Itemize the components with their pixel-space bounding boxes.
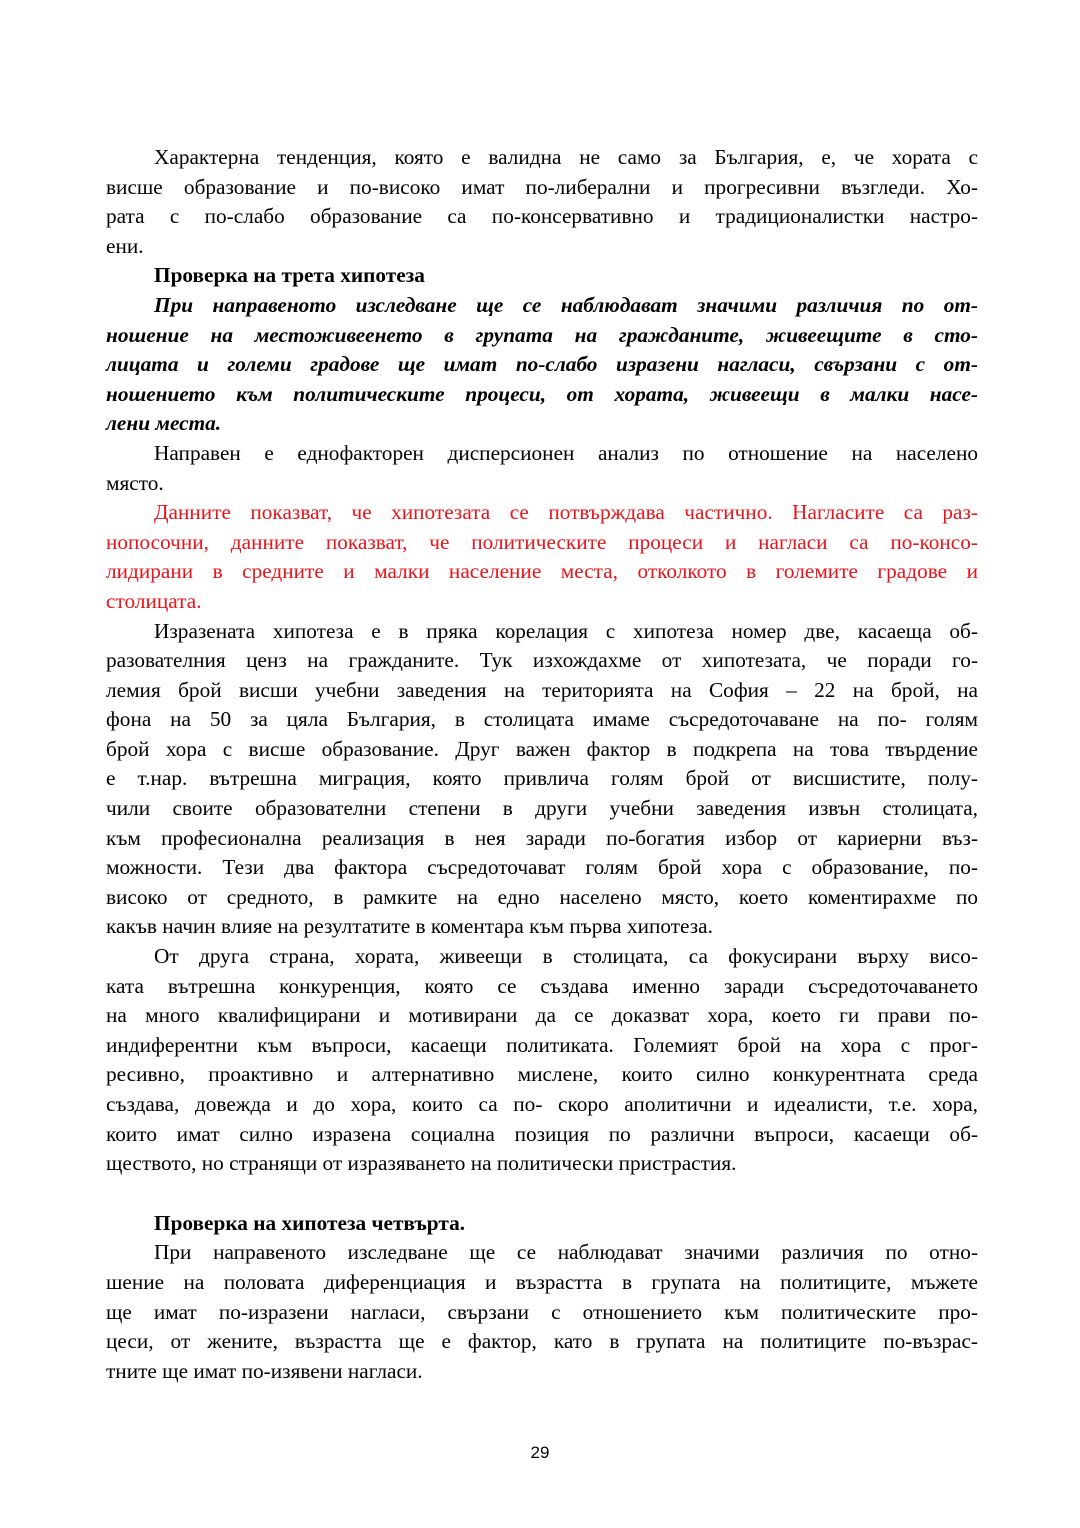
paragraph-spacer — [106, 1179, 978, 1209]
text-line: При направеното изследване ще се наблюдават значими различия по от- — [154, 292, 978, 317]
document-page-body — [106, 143, 978, 1386]
text-line: място. — [106, 470, 164, 495]
text-line: които имат силно изразена социална позиция по различни въпроси, касаещи об- — [106, 1121, 978, 1146]
page-number: 29 — [530, 1443, 550, 1462]
text-line: ношение на местоживеенето в групата на гражданите, живеещите в сто- — [106, 322, 978, 347]
text-line: създава, довежда и до хора, които са по- скоро аполитични и идеалисти, т.е. хора, — [106, 1092, 978, 1116]
text-line: нопосочни, данните показват, че политическите процеси и нагласи са по-консо- — [106, 529, 978, 554]
text-line: Данните показват, че хипотезата се потвърждава частично. Нагласите са раз- — [154, 500, 978, 525]
text-line: разователния ценз на гражданите. Тук изхождахме от хипотезата, че поради го- — [106, 648, 978, 673]
text-line: При направеното изследване ще се наблюдават значими различия по отно- — [154, 1240, 978, 1265]
text-line: ще имат по-изразени нагласи, свързани с отношението към политическите про- — [106, 1299, 978, 1324]
text-line: на много квалифицирани и мотивирани да се доказват хора, което ги прави по- — [106, 1003, 978, 1028]
text-line: лени места. — [106, 411, 222, 436]
text-line: тните ще имат по-изявени нагласи. — [106, 1358, 423, 1383]
text-line: ществото, но странящи от изразяването на политически пристрастия. — [106, 1151, 737, 1176]
text-line: фона на 50 за цяла България, в столицата имаме съсредоточаване на по- голям — [106, 707, 978, 732]
text-line: ношението към политическите процеси, от хората, живеещи в малки насе- — [106, 381, 978, 406]
text-line: столицата. — [106, 588, 202, 613]
text-line: ени. — [106, 233, 144, 258]
text-line: чили своите образователни степени в други учебни заведения извън столицата, — [106, 796, 978, 821]
paragraph — [106, 1238, 978, 1386]
text-line: какъв начин влияе на резултатите в коментара към първа хипотеза. — [106, 914, 713, 939]
text-line: Изразената хипотеза е в пряка корелация с хипотеза номер две, касаеща об- — [154, 618, 978, 643]
text-line: лицата и големи градове ще имат по-слабо изразени нагласи, свързани с от- — [106, 352, 978, 377]
text-line: рата с по-слабо образование са по-консервативно и традиционалистки настро- — [106, 204, 978, 229]
paragraph — [106, 498, 978, 616]
text-line: шение на половата диференциация и възрастта в групата на политиците, мъжете — [106, 1269, 978, 1294]
text-line: ката вътрешна конкуренция, която се създава именно заради съсредоточаването — [106, 973, 978, 998]
text-line: Проверка на хипотеза четвърта. — [154, 1210, 466, 1235]
text-line: можности. Тези два фактора съсредоточават голям брой хора с образование, по- — [106, 855, 978, 880]
text-line: Характерна тенденция, която е валидна не само за България, е, че хората с — [154, 145, 978, 169]
text-line: брой хора с висше образование. Друг важен фактор в подкрепа на това твърдение — [106, 736, 978, 761]
text-line: висше образование и по-високо имат по-либерални и прогресивни възгледи. Хо- — [106, 174, 978, 199]
text-line: Проверка на трета хипотеза — [154, 263, 425, 288]
text-line: От друга страна, хората, живеещи в столицата, са фокусирани върху висо- — [154, 944, 978, 969]
paragraph — [106, 143, 978, 261]
text-line: Направен е еднофакторен дисперсионен анализ по отношение на населено — [154, 440, 978, 465]
paragraph — [106, 291, 978, 439]
text-line: ресивно, проактивно и алтернативно мислене, които силно конкурентната среда — [106, 1062, 978, 1087]
paragraph — [106, 942, 978, 1179]
section-heading — [106, 261, 978, 291]
text-line: цеси, от жените, възрастта ще е фактор, като в групата на политиците по-възрас- — [106, 1329, 978, 1354]
paragraph — [106, 439, 978, 498]
text-line: индиферентни към въпроси, касаещи политиката. Големият брой на хора с прог- — [106, 1032, 978, 1057]
paragraph — [106, 617, 978, 943]
text-line: високо от средното, в рамките на едно населено място, което коментирахме по — [106, 884, 978, 909]
text-line: е т.нар. вътрешна миграция, която привлича голям брой от висшистите, полу- — [106, 766, 978, 791]
text-line: лемия брой висши учебни заведения на територията на София – 22 на брой, на — [106, 677, 978, 702]
text-line: към професионална реализация в нея заради по-богатия избор от кариерни въз- — [106, 825, 978, 850]
text-line: лидирани в средните и малки население места, отколкото в големите градове и — [106, 559, 978, 584]
section-heading — [106, 1209, 978, 1239]
